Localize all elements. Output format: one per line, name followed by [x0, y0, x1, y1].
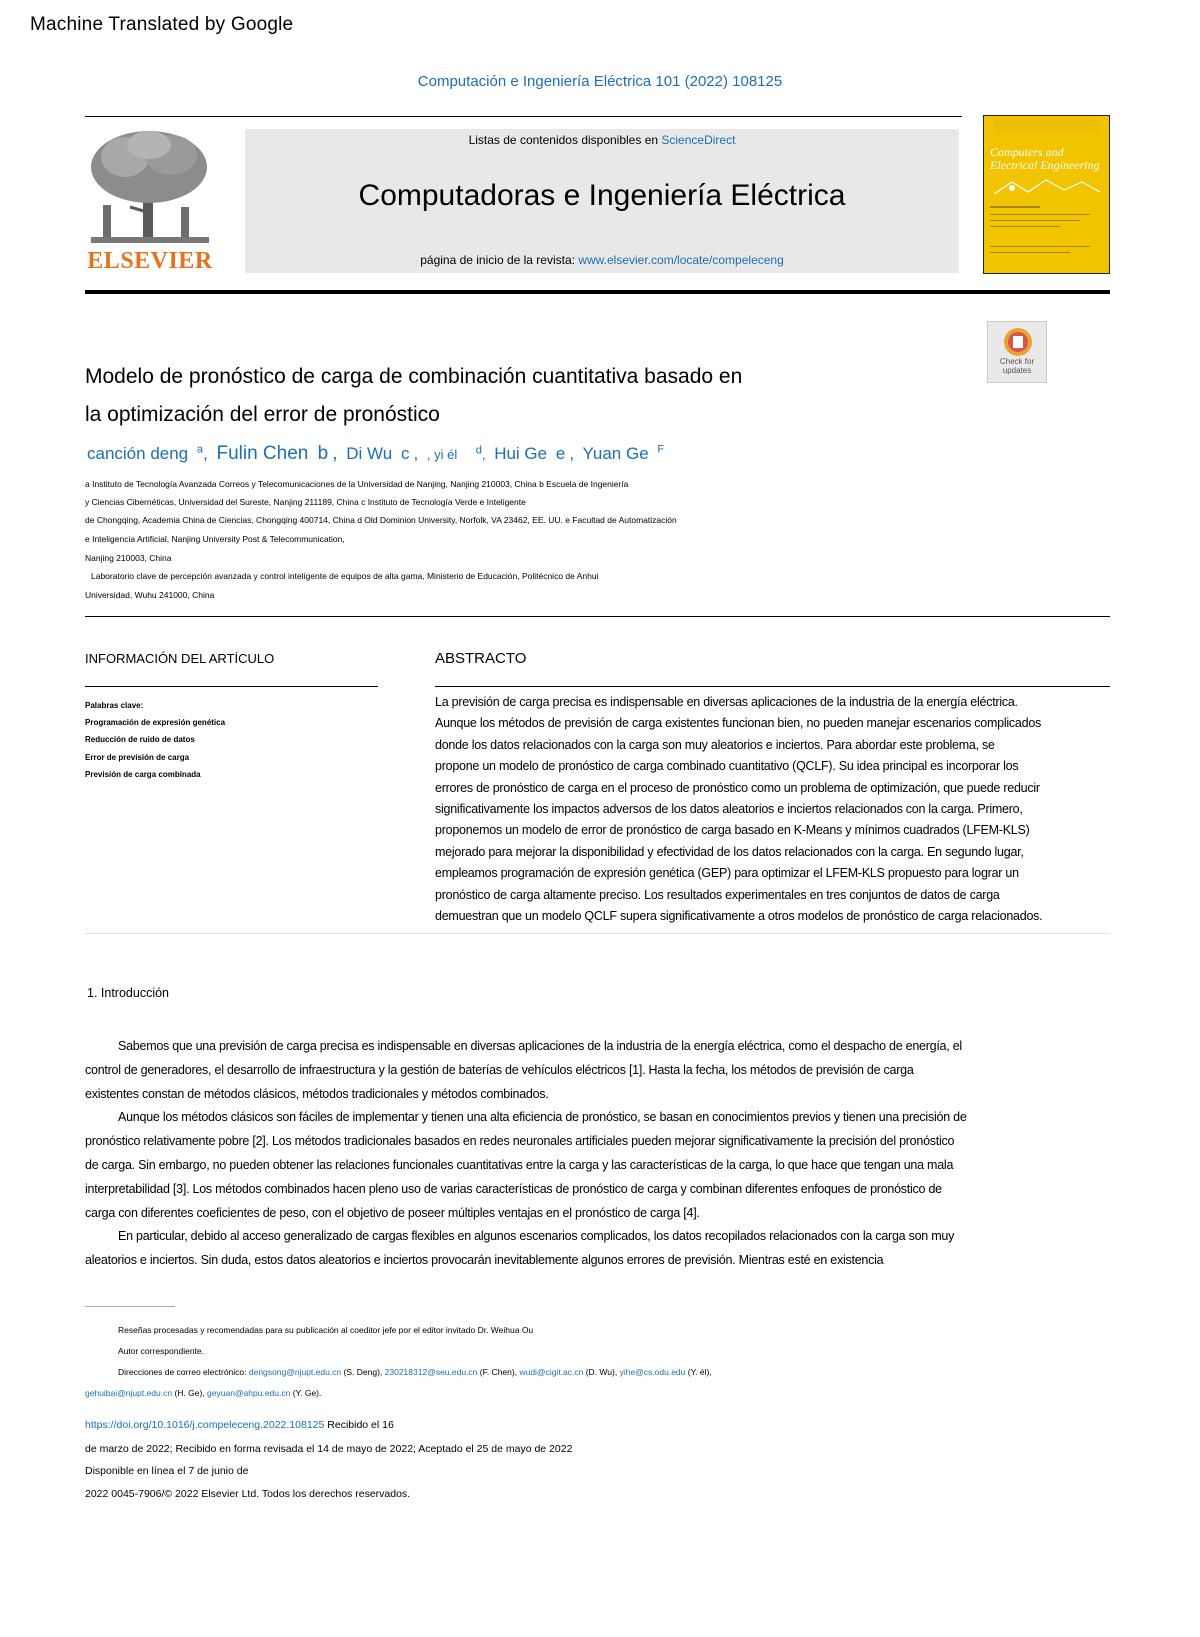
- journal-homepage-line: [245, 253, 959, 267]
- affiliation-line: de Chongqing, Academia China de Ciencias, Chongqing 400714, China d Old Dominion University, Norfolk, VA 23462, EE. UU. e Facultad de Automatización: [85, 515, 677, 525]
- abstract-line: pronóstico de carga altamente preciso. Los resultados experimentales en tres conjuntos de datos de carga: [435, 887, 1000, 902]
- body-line: Sabemos que una previsión de carga precisa es indispensable en diversas aplicaciones de la industria de la energía eléctrica, como el despacho de energía, el: [118, 1039, 962, 1053]
- keyword-item: Reducción de ruido de datos: [85, 735, 195, 745]
- author[interactable]: Fulin Chen b ,: [216, 443, 338, 464]
- publication-doi-line: [85, 1419, 394, 1431]
- email-owner: (D. Wu),: [583, 1367, 620, 1377]
- cover-title-line2: Electrical Engineering: [990, 158, 1100, 172]
- keyword-item: Error de previsión de carga: [85, 752, 190, 762]
- author-affiliation-marker: b: [317, 443, 329, 464]
- email-link[interactable]: gehuibai@njupt.edu.cn: [85, 1388, 173, 1398]
- check-updates-line1: Check for: [999, 357, 1035, 366]
- author[interactable]: , yi él $^d$,: [426, 444, 486, 462]
- email-link[interactable]: 230218312@seu.edu.cn: [384, 1367, 478, 1377]
- article-title-line2: la optimización del error de pronóstico: [85, 403, 440, 426]
- journal-header-box: [245, 129, 959, 273]
- article-info-heading: INFORMACIÓN DEL ARTÍCULO: [85, 651, 275, 666]
- elsevier-wordmark: ELSEVIER: [87, 248, 213, 274]
- cover-illustration-icon: [992, 178, 1102, 198]
- cover-title-line1: Computers and: [990, 145, 1064, 159]
- author[interactable]: Di Wu c ,: [346, 444, 419, 463]
- author-list: [87, 443, 668, 465]
- email-link[interactable]: yihe@cs.odu.edu: [619, 1367, 686, 1377]
- introduction-body: [85, 1035, 1110, 1273]
- body-line: Aunque los métodos clásicos son fáciles de implementar y tienen una alta eficiencia de pronóstico, se basan en conocimientos previos y tienen una precisión de: [118, 1110, 967, 1125]
- footnote-corresponding: Autor correspondiente.: [118, 1346, 204, 1356]
- email-owner: (Y. él),: [685, 1367, 712, 1377]
- section-heading-introduction: 1. Introducción: [87, 986, 169, 1000]
- journal-homepage-link[interactable]: www.elsevier.com/locate/compeleceng: [578, 253, 784, 267]
- body-line: control de generadores, el desarrollo de infraestructura y la gestión de baterías de vehículos eléctricos [1]. Hasta la fecha, los métodos de previsión de carga: [85, 1062, 914, 1077]
- author-affiliation-marker: F: [657, 443, 665, 456]
- email-link[interactable]: dengsong@njupt.edu.cn: [248, 1367, 342, 1377]
- abstract-line: errores de pronóstico de carga en el proceso de pronóstico como un problema de optimización, que puede reducir: [435, 780, 1040, 795]
- abstract-end-rule: [85, 933, 1110, 934]
- footnote-emails: [118, 1367, 712, 1377]
- article-title: [85, 358, 885, 434]
- sciencedirect-link[interactable]: ScienceDirect: [661, 133, 736, 147]
- cover-line: [990, 220, 1080, 221]
- abstract-line: significativamente los impactos adversos de los datos aleatorios e inciertos relacionados con la carga. Primero,: [435, 802, 1023, 817]
- author-name: canción deng: [87, 444, 189, 463]
- email-owner: (H. Ge),: [172, 1388, 208, 1398]
- affiliation-line: Universidad, Wuhu 241000, China: [85, 590, 215, 600]
- body-line: En particular, debido al acceso generalizado de cargas flexibles en algunos escenarios complicados, los datos recopilados relacionados con la carga son muy: [118, 1229, 955, 1244]
- author[interactable]: [582, 444, 664, 463]
- footnote-emails-cont: [85, 1388, 321, 1398]
- body-line: de carga. Sin embargo, no pueden obtener las relaciones funcionales cuantitativas entre la carga y las características de la carga, lo que hace que tengan una mala: [85, 1157, 954, 1172]
- section-rule: [85, 616, 1110, 617]
- journal-reference[interactable]: Computación e Ingeniería Eléctrica 101 (2022) 108125: [417, 73, 783, 90]
- abstract-line: mejorado para mejorar la disponibilidad y efectividad de los datos relacionados con la carga. En segundo lugar,: [435, 844, 1024, 859]
- affiliation-line: y Ciencias Cibernéticas, Universidad del Sureste, Nanjing 211189, China c Instituto de Tecnología Verde e Inteligente: [85, 497, 526, 507]
- doi-link[interactable]: https://doi.org/10.1016/j.compeleceng.2022.108125: [85, 1419, 325, 1431]
- cover-line: [990, 214, 1090, 215]
- author-affiliation-marker: d: [475, 444, 482, 457]
- footnote-review: Reseñas procesadas y recomendadas para su publicación al coeditor jefe por el editor invitado Dr. Weihua Ou: [118, 1325, 534, 1335]
- author-name: , yi él: [426, 447, 458, 462]
- cover-title: [990, 146, 1102, 172]
- cover-line: [990, 226, 1060, 227]
- abstract-body: [435, 692, 1110, 927]
- check-for-updates-button[interactable]: [987, 321, 1047, 383]
- machine-translation-banner: Machine Translated by Google: [30, 14, 294, 35]
- abstract-line: proponemos un modelo de error de pronóstico de carga basado en K-Means y mínimos cuadrados (LFEM-KLS): [435, 823, 1030, 838]
- abstract-line: demuestran que un modelo QCLF supera significativamente a otros modelos de pronóstico de carga relacionados.: [435, 909, 1043, 924]
- lists-prefix: Listas de contenidos disponibles en: [468, 133, 662, 147]
- cover-header-strip: [994, 120, 1100, 134]
- elsevier-logo[interactable]: [85, 127, 215, 275]
- author[interactable]: canción deng $^a$,: [87, 443, 208, 463]
- cover-line: [990, 206, 1040, 208]
- header-thick-rule: [85, 290, 1110, 294]
- check-updates-line2: updates: [1002, 366, 1032, 375]
- author-name: Di Wu: [346, 444, 393, 463]
- publication-copyright: 2022 0045-7906/© 2022 Elsevier Ltd. Todos los derechos reservados.: [85, 1488, 411, 1500]
- abstract-line: Aunque los métodos de previsión de carga existentes funcionan bien, no pueden manejar escenarios complicados: [435, 716, 1042, 731]
- author-affiliation-marker: a: [196, 443, 203, 456]
- author-affiliation-marker: c: [400, 444, 410, 463]
- body-line: aleatorios e inciertos. Sin duda, estos datos aleatorios e inciertos provocarán inevitablemente algunos errores de previsión. Mientras esté en existencia: [85, 1253, 884, 1268]
- abstract-line: donde los datos relacionados con la carga son muy aleatorios e inciertos. Para abordar este problema, se: [435, 737, 995, 752]
- keywords-list: [85, 697, 225, 783]
- author-name: Yuan Ge: [582, 444, 649, 463]
- article-title-line1: Modelo de pronóstico de carga de combinación cuantitativa basado en: [85, 365, 743, 388]
- article-info-rule: [85, 686, 378, 687]
- abstract-line: La previsión de carga precisa es indispensable en diversas aplicaciones de la industria de la energía eléctrica.: [435, 695, 1018, 709]
- top-rule: [85, 116, 962, 117]
- affiliation-line: a Instituto de Tecnología Avanzada Correos y Telecomunicaciones de la Universidad de Nanjing, Nanjing 210003, China b Escuela de Ingeniería: [85, 479, 629, 489]
- check-updates-icon: [1002, 326, 1034, 358]
- email-link[interactable]: geyuan@ahpu.edu.cn: [207, 1388, 291, 1398]
- keyword-item: Programación de expresión genética: [85, 718, 226, 728]
- emails-label: Direcciones de correo electrónico:: [118, 1367, 249, 1377]
- email-owner: (Y. Ge).: [290, 1388, 322, 1398]
- cover-line: [990, 246, 1090, 247]
- email-owner: (S. Deng),: [341, 1367, 385, 1377]
- publication-online-date: Disponible en línea el 7 de junio de: [85, 1465, 249, 1477]
- footnote-rule: [85, 1306, 175, 1307]
- cover-line: [990, 252, 1070, 253]
- author-name: Fulin Chen: [216, 443, 309, 464]
- abstract-rule: [435, 686, 1110, 687]
- keywords-label: Palabras clave:: [85, 701, 144, 710]
- keyword-item: Previsión de carga combinada: [85, 769, 201, 779]
- journal-title: Computadoras e Ingeniería Eléctrica: [358, 179, 846, 212]
- body-line: pronóstico relativamente pobre [2]. Los métodos tradicionales basados en redes neuronales artificiales pueden mejorar significativamente la precisión del pronóstico: [85, 1134, 955, 1149]
- body-line: existentes constan de métodos clásicos, métodos tradicionales y métodos combinados.: [85, 1086, 549, 1101]
- author[interactable]: Hui Ge e ,: [494, 444, 575, 463]
- email-link[interactable]: wudi@cigit.ac.cn: [519, 1367, 584, 1377]
- author-affiliation-marker: e: [555, 444, 566, 463]
- abstract-line: propone un modelo de pronóstico de carga combinado cuantitativo (QCLF). Su idea principal es incorporar los: [435, 759, 1019, 774]
- author-name: Hui Ge: [494, 444, 548, 463]
- affiliation-line: Nanjing 210003, China: [85, 553, 172, 563]
- check-updates-label: [988, 357, 1046, 375]
- body-line: interpretabilidad [3]. Los métodos combinados hacen pleno uso de varias características de pronóstico de carga y combinan diferentes enfoques de pronóstico de: [85, 1181, 942, 1196]
- tree-of-knowledge-icon: [85, 127, 215, 245]
- contents-lists-line: [245, 133, 959, 147]
- abstract-heading: ABSTRACTO: [435, 650, 527, 667]
- affiliation-line: Laboratorio clave de percepción avanzada y control inteligente de equipos de alta gama, Ministerio de Educación, Politécnico de Anhui: [91, 571, 599, 581]
- received-date: Recibido el 16: [324, 1419, 394, 1431]
- abstract-line: empleamos programación de expresión genética (GEP) para optimizar el LFEM-KLS propuesto para lograr un: [435, 866, 1019, 881]
- publication-dates: de marzo de 2022; Recibido en forma revisada el 14 de mayo de 2022; Aceptado el 25 de mayo de 2022: [85, 1443, 573, 1455]
- affiliation-line: e Inteligencia Artificial, Nanjing University Post & Telecommunication,: [85, 534, 345, 544]
- homepage-prefix: página de inicio de la revista:: [420, 253, 579, 267]
- journal-cover-thumbnail[interactable]: [983, 115, 1110, 274]
- body-line: carga con diferentes coeficientes de peso, con el objetivo de poseer múltiples ventajas en el pronóstico de carga [4].: [85, 1205, 700, 1220]
- email-owner: (F. Chen),: [477, 1367, 520, 1377]
